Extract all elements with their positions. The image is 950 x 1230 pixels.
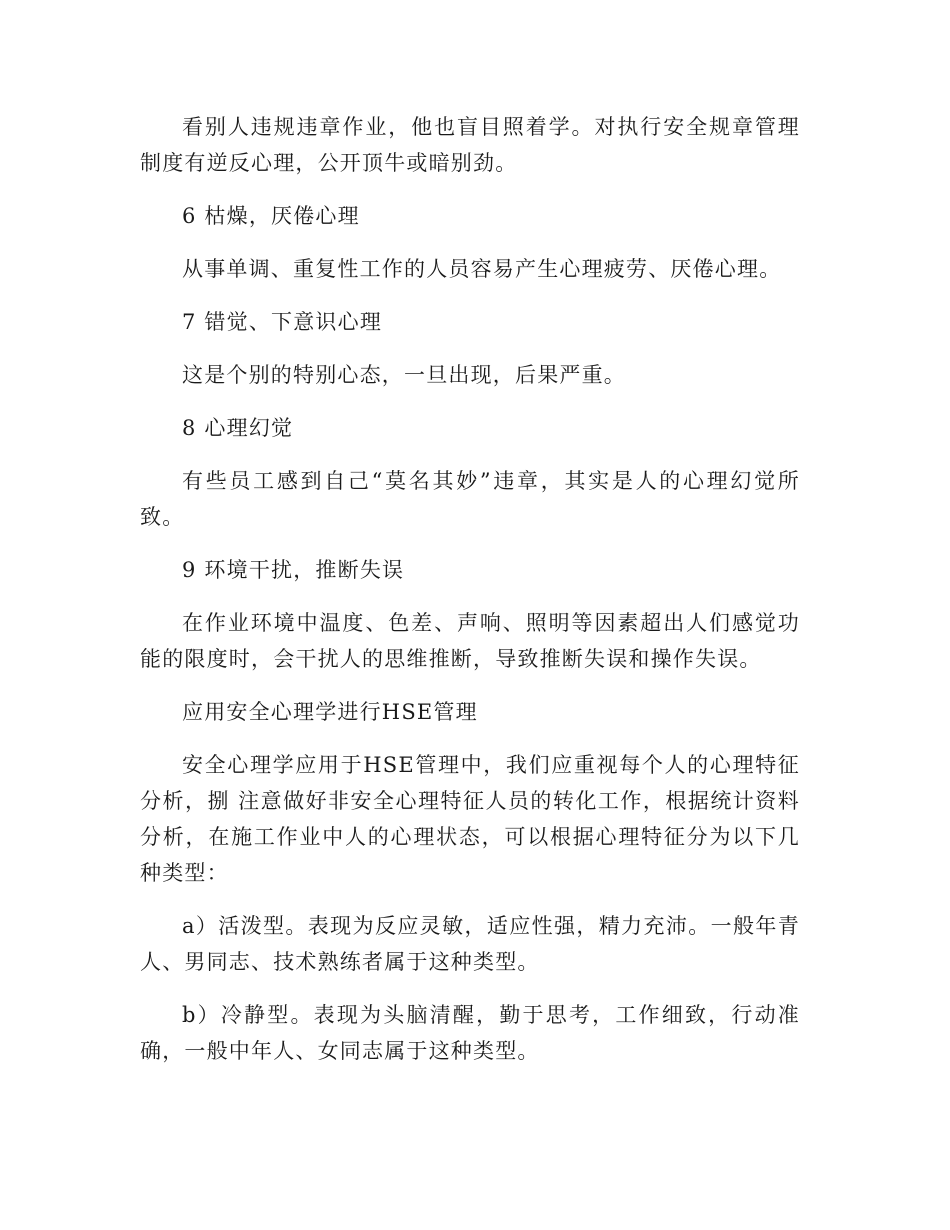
heading-illusion-subconscious: 7 错觉、下意识心理	[182, 310, 383, 334]
paragraph-hse-management: 安全心理学应用于HSE管理中，我们应重视每个人的心理特征分析，捌 注意做好非安全心理特征人员的转化工作，根据统计资料分析，在施工作业中人的心理状态，可以根据心理特征分为以下几种类型：	[140, 753, 800, 885]
paragraph-hallucination: 有些员工感到自己“莫名其妙”违章，其实是人的心理幻觉所致。	[140, 469, 800, 529]
heading-hallucination: 8 心理幻觉	[182, 416, 294, 440]
paragraph-illusion-subconscious: 这是个别的特别心态，一旦出现，后果严重。	[182, 363, 626, 387]
paragraph-environment: 在作业环境中温度、色差、声响、照明等因素超出人们感觉功能的限度时，会干扰人的思维推断，导致推断失误和操作失误。	[140, 611, 800, 671]
heading-hse-management: 应用安全心理学进行HSE管理	[182, 700, 478, 724]
paragraph-rule-violation: 看别人违规违章作业，他也盲目照着学。对执行安全规章管理制度有逆反心理，公开顶牛或暗别劲。	[140, 115, 800, 175]
paragraph-type-b: b）冷静型。表现为头脑清醒，勤于思考，工作细致，行动准确，一般中年人、女同志属于这种类型。	[140, 1003, 800, 1063]
paragraph-boredom: 从事单调、重复性工作的人员容易产生心理疲劳、厌倦心理。	[182, 257, 782, 281]
heading-environment: 9 环境干扰，推断失误	[182, 558, 405, 582]
paragraph-type-a: a）活泼型。表现为反应灵敏，适应性强，精力充沛。一般年青人、男同志、技术熟练者属于这种类型。	[140, 914, 800, 974]
heading-boredom: 6 枯燥，厌倦心理	[182, 204, 360, 228]
document-body	[140, 109, 800, 1086]
